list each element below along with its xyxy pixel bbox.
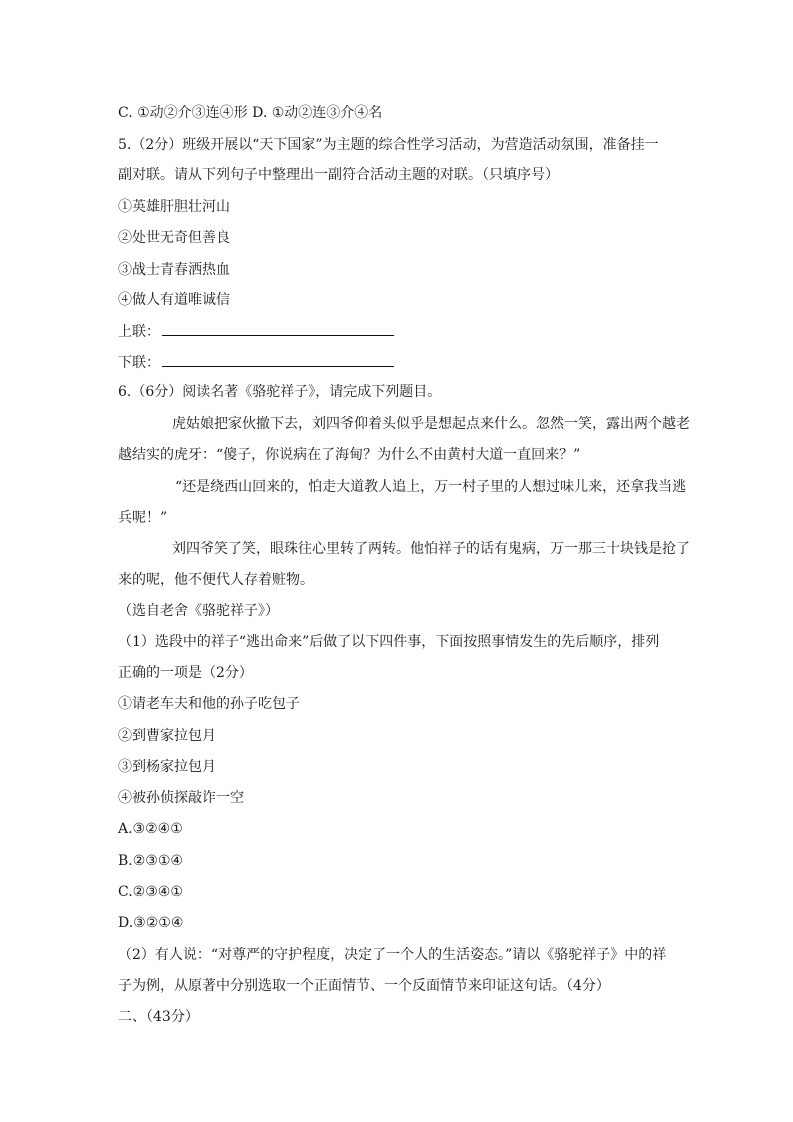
upper-couplet-blank[interactable]	[162, 321, 394, 336]
q5-stem-line: 5.（2分）班级开展以“天下国家”为主题的综合性学习活动，为营造活动氛围，准备挂一	[118, 137, 659, 153]
passage-line: 来的呢，他不便代人存着赃物。	[118, 572, 314, 588]
passage-source: （选自老舍《骆驼祥子》）	[118, 603, 279, 619]
q5-item: ②处世无奇但善良	[118, 230, 230, 246]
q6-title: 6.（6分）阅读名著《骆驼祥子》，请完成下列题目。	[118, 384, 442, 400]
passage-line: 虎姑娘把家伙撤下去，刘四爷仰着头似乎是想起点来什么。忽然一笑，露出两个越老	[172, 416, 690, 432]
q5-item: ③战士青春洒热血	[118, 262, 230, 278]
sub2-line: 子为例，从原著中分别选取一个正面情节、一个反面情节来印证这句话。（4分）	[118, 978, 610, 994]
q5-item: ④做人有道唯诚信	[118, 292, 230, 308]
passage-line: 越结实的虎牙：“傻子，你说病在了海甸？为什么不由黄村大道一直回来？”	[118, 447, 581, 463]
event-item: ①请老车夫和他的孙子吃包子	[118, 696, 300, 712]
choice-a: A.③②④①	[118, 821, 183, 837]
lower-couplet-label: 下联：	[118, 355, 160, 371]
lower-couplet-blank[interactable]	[162, 352, 394, 367]
q5-item: ①英雄肝胆壮河山	[118, 199, 230, 215]
q5-stem-line: 副对联。请从下列句子中整理出一副符合活动主题的对联。（只填序号）	[118, 167, 559, 183]
passage-line: “还是绕西山回来的，怕走大道教人追上，万一村子里的人想过味儿来，还拿我当逃	[175, 479, 687, 495]
sub2-line: （2）有人说：“对尊严的守护程度，决定了一个人的生活姿态。”请以《骆驼祥子》中的祥	[118, 947, 667, 963]
passage-line: 刘四爷笑了笑，眼珠往心里转了两转。他怕祥子的话有鬼病，万一那三十块钱是抢了	[172, 541, 690, 557]
q4-options-cd: C. ①动②介③连④形 D. ①动②连③介④名	[118, 105, 383, 121]
choice-d: D.③②①④	[118, 915, 184, 931]
section-2-heading: 二、（43分）	[118, 1009, 199, 1025]
upper-couplet-label: 上联：	[118, 324, 160, 340]
lower-couplet-row	[118, 352, 394, 372]
event-item: ④被孙侦探敲诈一空	[118, 790, 244, 806]
event-item: ③到杨家拉包月	[118, 759, 216, 775]
choice-c: C.②③④①	[118, 884, 183, 900]
event-item: ②到曹家拉包月	[118, 728, 216, 744]
choice-b: B.②③①④	[118, 853, 183, 869]
passage-line: 兵呢！”	[118, 510, 168, 526]
sub1-line: 正确的一项是（2分）	[118, 665, 253, 681]
upper-couplet-row	[118, 321, 394, 341]
sub1-line: （1）选段中的祥子“逃出命来”后做了以下四件事，下面按照事情发生的先后顺序，排列	[118, 634, 660, 650]
